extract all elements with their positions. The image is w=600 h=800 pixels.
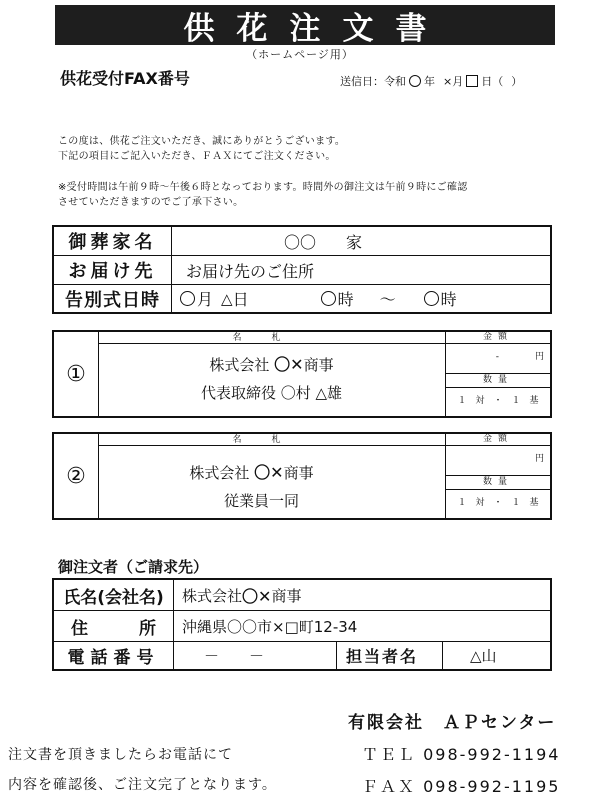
month-value: ×	[443, 74, 453, 88]
page-title: 供花注文書	[55, 5, 555, 45]
funeral-info-table	[52, 225, 552, 314]
name-tag-header: 名札	[98, 434, 446, 446]
ceremony-hour: 時	[337, 290, 354, 309]
order-number: ①	[54, 332, 99, 416]
footer-note-1: 注文書を頂きましたらお電話にて	[8, 747, 233, 763]
company-prefix: 株式会社	[182, 586, 243, 605]
fax-heading: 供花受付FAX番号	[60, 69, 190, 88]
amount-header: 金額	[446, 434, 550, 446]
order-details	[446, 332, 550, 416]
company-name: 有限会社 ＡＰセンター	[348, 713, 557, 733]
name-tag-line-1	[78, 460, 425, 483]
address-value[interactable]: お届け先のご住所	[186, 261, 315, 281]
orderer-address-value[interactable]: 沖縄県〇〇市×□町12-34	[182, 617, 358, 636]
intro-note-2: させていただきますのでご了承下さい。	[58, 197, 244, 208]
company-suffix: 商事	[271, 586, 302, 605]
circle-placeholder-icon	[409, 75, 421, 87]
company-prefix: 株式会社	[209, 356, 275, 374]
company-mark: 〇✕	[242, 586, 272, 606]
ceremony-day: 日	[232, 290, 249, 309]
orderer-table	[52, 578, 552, 671]
company-suffix: 商事	[303, 356, 334, 374]
orderer-phone-value[interactable]: － －	[204, 647, 265, 665]
order-block-1	[52, 330, 552, 418]
name-tag-field[interactable]	[98, 344, 446, 416]
quantity-field[interactable]: １ 対 ・ １ 基	[457, 396, 539, 406]
company-tel: ＴＥＬ 098-992-1194	[362, 745, 561, 764]
name-tag-field[interactable]	[98, 446, 446, 518]
ceremony-value[interactable]	[178, 285, 457, 312]
circle-placeholder-icon	[424, 291, 439, 306]
ceremony-row[interactable]	[54, 285, 550, 312]
order-details	[446, 434, 550, 518]
square-placeholder-icon	[466, 75, 478, 87]
family-name-suffix: 家	[346, 232, 363, 252]
staff-value[interactable]: △山	[470, 647, 497, 665]
orderer-address-label: 住 所	[54, 611, 174, 641]
intro-line-1: この度は、供花ご注文いただき、誠にありがとうございます。	[58, 136, 346, 147]
month-unit: 月	[452, 75, 464, 88]
name-tag-line-2: 従業員一同	[223, 492, 299, 510]
quantity-field[interactable]: １ 対 ・ １ 基	[457, 498, 539, 508]
day-unit: 日（	[481, 75, 504, 88]
company-suffix: 商事	[283, 464, 314, 482]
send-date-field[interactable]	[340, 73, 522, 89]
orderer-phone-label: 電話番号	[54, 642, 174, 669]
footer-note-2: 内容を確認後、ご注文完了となります。	[8, 777, 277, 793]
order-number: ②	[54, 434, 99, 518]
ceremony-hour-2: 時	[440, 290, 457, 309]
amount-header: 金額	[446, 332, 550, 344]
amount-field[interactable]: - 円	[446, 344, 550, 374]
family-name-row[interactable]	[54, 227, 550, 256]
orderer-name-row[interactable]	[54, 580, 550, 611]
orderer-name-label: 氏名(会社名)	[54, 580, 174, 610]
company-fax: ＦＡＸ 098-992-1195	[362, 777, 561, 796]
day-close: ）	[511, 75, 523, 88]
quantity-header: 数量	[446, 374, 550, 388]
ceremony-label: 告別式日時	[54, 285, 172, 312]
ceremony-separator: ～	[379, 290, 396, 309]
orderer-name-value[interactable]	[182, 580, 301, 610]
company-mark: 〇✕	[254, 463, 284, 482]
order-block-2	[52, 432, 552, 520]
address-label: お届け先	[54, 256, 172, 284]
company-prefix: 株式会社	[189, 464, 255, 482]
orderer-address-row[interactable]	[54, 611, 550, 642]
name-tag-line-1	[98, 352, 445, 375]
company-mark: 〇✕	[274, 355, 304, 374]
quantity-header: 数量	[446, 476, 550, 490]
send-date-label: 送信日：令和	[340, 75, 406, 88]
triangle-placeholder-icon: △	[221, 289, 233, 308]
orderer-phone-row[interactable]	[54, 642, 550, 669]
family-name-label: 御葬家名	[54, 227, 172, 255]
page-subtitle: （ホームページ用）	[246, 48, 354, 61]
ceremony-month: 月	[197, 290, 214, 309]
name-tag-header: 名札	[98, 332, 446, 344]
address-row[interactable]	[54, 256, 550, 285]
circle-placeholder-icon	[180, 291, 195, 306]
amount-field[interactable]: 円	[446, 446, 550, 476]
intro-note-1: ※受付時間は午前９時～午後６時となっております。時間外の御注文は午前９時にご確認	[58, 182, 468, 193]
staff-label: 担当者名	[346, 647, 419, 666]
family-name-prefix: 〇〇	[284, 232, 317, 252]
intro-line-2: 下記の項目にご記入いただき、ＦＡＸにてご注文ください。	[58, 151, 336, 162]
family-name-value[interactable]	[284, 227, 362, 255]
orderer-heading: 御注文者（ご請求先）	[58, 558, 209, 576]
year-unit: 年	[424, 75, 435, 88]
circle-placeholder-icon	[321, 291, 336, 306]
name-tag-line-2: 代表取締役 〇村 △雄	[200, 384, 343, 402]
